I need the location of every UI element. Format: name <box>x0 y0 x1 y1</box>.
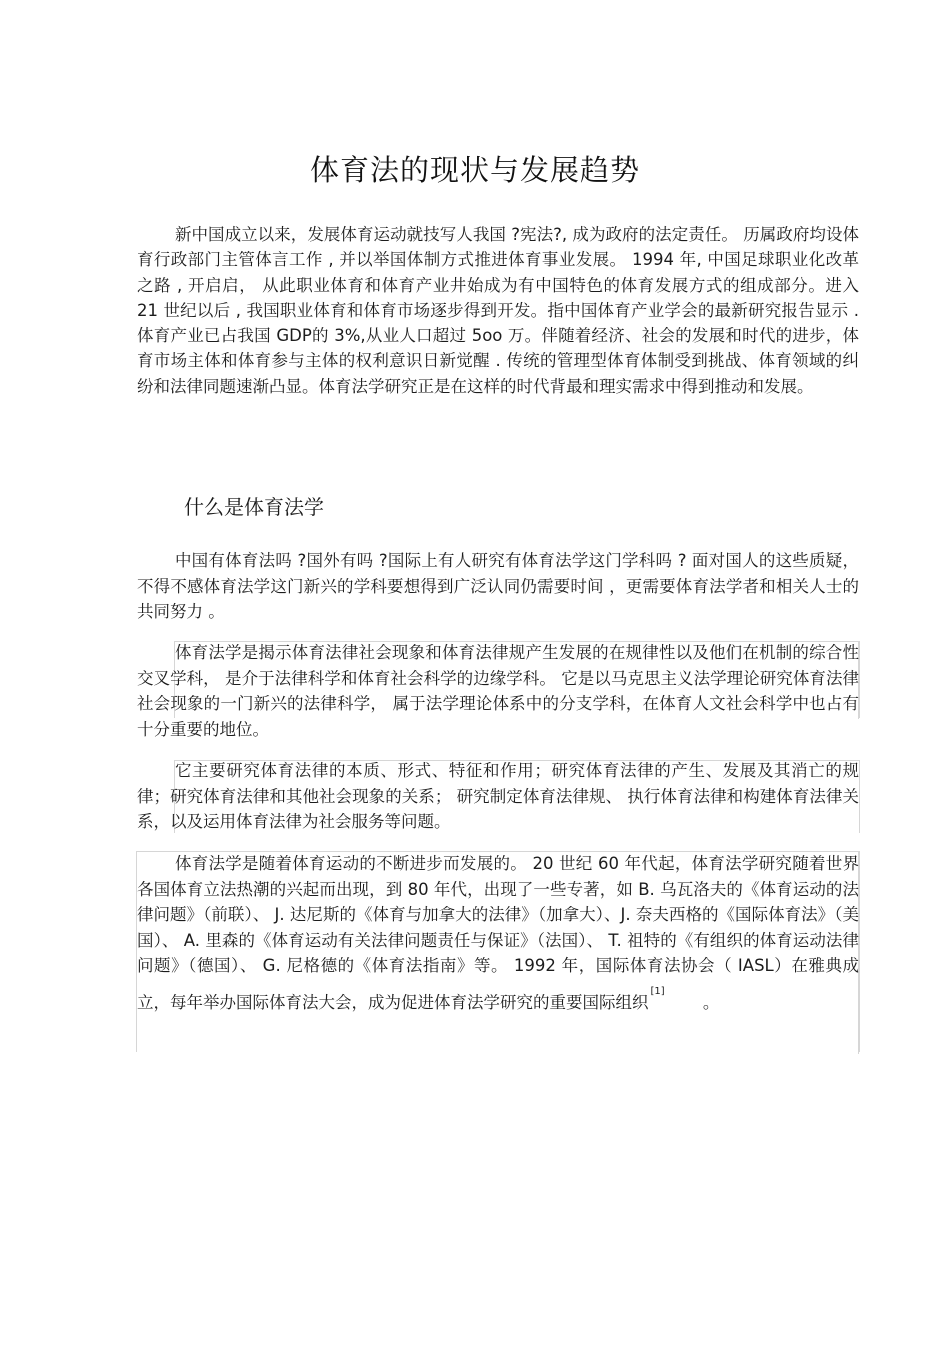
citation-marker: [1] <box>650 985 665 997</box>
paragraph-4-end: 。 <box>664 992 720 1012</box>
section-paragraph-4 <box>137 851 859 1015</box>
section-paragraph-2: 体育法学是揭示体育法律社会现象和体育法律规产生发展的在规律性以及他们在机制的综合性交叉学科， 是介于法律科学和体育社会科学的边缘学科。 它是以马克思主义法学理论研究体育法律社会现象的一门新兴的法律科学， 属于法学理论体系中的分支学科，在体育人文社会科学中也占有十分重要的地位。 <box>137 643 859 739</box>
section-heading: 什么是体育法学 <box>184 495 324 519</box>
intro-paragraph: 新中国成立以来，发展体育运动就技写人我国 ?宪法?, 成为政府的法定责任。 历属政府均设体育行政部门主管体言工作 , 并以举国体制方式推进体育事业发展。 1994 年, 中国足球职业化改革之路 , 开启启， 从此职业体育和体育产业井始成为有中国特色的体育发展方式的组成部分。进入 21 世纪以后 , 我国职业体育和体育市场逐步得到开发。指中国体育产业学会的最新研究报告显示 . 体育产业已占我国 GDP的 3%,从业人口超过 5oo 万。伴随着经济、社会的发展和时代的进步，体育市场主体和体育参与主体的权利意识日新觉醒 . 传统的管理型体育体制受到挑战、体育领域的纠纷和法律同题速渐凸显。体育法学研究正是在这样的时代背最和理实需求中得到推动和发展。 <box>137 225 859 396</box>
section-paragraph-3: 它主要研究体育法律的本质、形式、特征和作用；研究体育法律的产生、发展及其消亡的规律；研究体育法律和其他社会现象的关系； 研究制定体育法律规、 执行体育法律和构建体育法律关系，以及运用体育法律为社会服务等问题。 <box>137 761 859 831</box>
document-title: 体育法的现状与发展趋势 <box>309 153 640 187</box>
section-paragraph-1: 中国有体育法吗 ?国外有吗 ?国际上有人研究有体育法学这门学科吗 ? 面对国人的这些质疑，不得不感体育法学这门新兴的学科要想得到广泛认同仍需要时间 ，更需要体育法学者和相关人士的共同努力 。 <box>137 551 859 621</box>
paragraph-4-text: 体育法学是随着体育运动的不断进步而发展的。 20 世纪 60 年代起，体育法学研究随着世界各国体育立法热潮的兴起而出现，到 80 年代，出现了一些专著，如 B. 乌瓦洛夫的《体育运动的法律问题》（前联）、 J. 达尼斯的《体育与加拿大的法律》（加拿大）、J. 奈夫西格的《国际体育法》（美国）、 A. 里森的《体育运动有关法律问题责任与保证》（法国）、 T. 祖特的《有组织的体育运动法律问题》（德国）、 G. 尼格德的《体育法指南》等。 1992 年，国际体育法协会（ IASL）在雅典成立，每年举办国际体育法大会，成为促进体育法学研究的重要国际组织 <box>137 854 859 1012</box>
